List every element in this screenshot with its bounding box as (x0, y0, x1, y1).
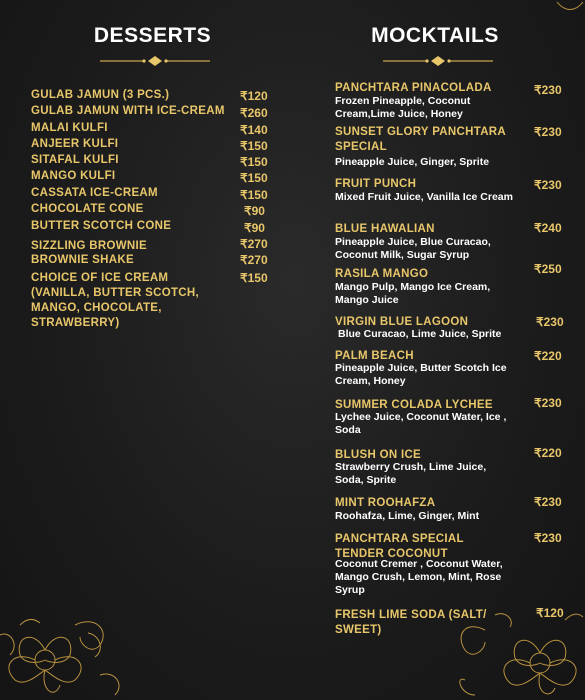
dessert-item-name: GULAB JAMUN (3 PCS.) (31, 89, 170, 101)
dessert-item-name: BUTTER SCOTCH CONE (31, 220, 172, 232)
mocktail-item-price: ₹230 (534, 83, 562, 97)
mocktail-item-price: ₹250 (534, 262, 562, 276)
mocktail-item-name: PANCHTARA SPECIAL TENDER COCONUT (335, 533, 464, 560)
mocktail-item-name: SUNSET GLORY PANCHTARA SPECIAL (335, 126, 506, 153)
mocktail-item-price: ₹230 (534, 125, 562, 139)
mocktail-item-price: ₹230 (534, 396, 562, 410)
mocktail-item-description: Coconut Cremer , Coconut Water, Mango Crush, Lemon, Mint, Rose Syrup (335, 558, 503, 596)
mocktail-item-price: ₹230 (534, 531, 562, 545)
dessert-item-name: GULAB JAMUN WITH ICE-CREAM (31, 105, 225, 117)
dessert-item-price: ₹270 (240, 237, 268, 251)
dessert-item-name: CASSATA ICE-CREAM (31, 187, 158, 199)
corner-ornament-icon (555, 0, 585, 14)
mocktail-item-description: Pineapple Juice, Blue Curacao, Coconut Milk, Sugar Syrup (335, 236, 491, 261)
mocktail-item-description: Roohafza, Lime, Ginger, Mint (335, 510, 480, 522)
dessert-item-price: ₹90 (244, 204, 265, 218)
dessert-item-price: ₹270 (240, 253, 268, 267)
dessert-item-name: SITAFAL KULFI (31, 154, 119, 166)
dessert-item-price: ₹260 (240, 106, 268, 120)
mocktail-item-description: Frozen Pineapple, Coconut Cream,Lime Juice, Honey (335, 95, 471, 120)
mocktail-item-name: PANCHTARA PINACOLADA (335, 82, 492, 94)
mocktail-item-name: BLUSH ON ICE (335, 449, 422, 461)
mocktail-item-description: Strawberry Crush, Lime Juice, Soda, Sprite (335, 461, 487, 486)
mocktail-item-description: Mixed Fruit Juice, Vanilla Ice Cream (335, 191, 513, 203)
dessert-item-price: ₹150 (240, 155, 268, 169)
mocktail-item-price: ₹230 (536, 315, 564, 329)
mocktail-item-description: Mango Pulp, Mango Ice Cream, Mango Juice (335, 281, 491, 306)
mocktail-item-price: ₹230 (534, 178, 562, 192)
mocktail-item-name: FRUIT PUNCH (335, 178, 417, 190)
mocktail-item-price: ₹220 (534, 349, 562, 363)
mocktail-item-price: ₹230 (534, 495, 562, 509)
mocktail-item-name: SUMMER COLADA LYCHEE (335, 399, 493, 411)
mocktail-item-description: Blue Curacao, Lime Juice, Sprite (338, 328, 502, 340)
dessert-item-name: MALAI KULFI (31, 122, 108, 134)
dessert-item-name: SIZZLING BROWNIE (31, 240, 147, 252)
mocktail-item-name: VIRGIN BLUE LAGOON (335, 316, 469, 328)
dessert-item-price: ₹120 (240, 89, 268, 103)
dessert-item-price: ₹150 (240, 271, 268, 285)
dessert-item-name: CHOCOLATE CONE (31, 203, 144, 215)
dessert-item-price: ₹150 (240, 188, 268, 202)
mocktail-item-description: Pineapple Juice, Ginger, Sprite (335, 156, 490, 168)
dessert-item-price: ₹140 (240, 123, 268, 137)
dessert-item-price: ₹90 (244, 221, 265, 235)
dessert-item-price: ₹150 (240, 139, 268, 153)
mocktail-item-name: MINT ROOHAFZA (335, 497, 436, 509)
mocktail-item-name: PALM BEACH (335, 350, 414, 362)
dessert-item-name: BROWNIE SHAKE (31, 254, 134, 266)
mocktail-item-price: ₹220 (534, 446, 562, 460)
mocktail-item-description: Pineapple Juice, Butter Scotch Ice Cream, Honey (335, 362, 507, 387)
mocktail-item-price: ₹120 (536, 606, 564, 620)
mocktail-item-price: ₹240 (534, 221, 562, 235)
dessert-item-name: CHOICE OF ICE CREAM (VANILLA, BUTTER SCOTCH, MANGO, CHOCOLATE, STRAWBERRY) (31, 272, 199, 329)
floral-ornament-right-icon (455, 605, 585, 700)
dessert-item-name: MANGO KULFI (31, 170, 116, 182)
floral-ornament-left-icon (0, 605, 130, 700)
dessert-item-price: ₹150 (240, 171, 268, 185)
mocktail-item-name: FRESH LIME SODA (SALT/ SWEET) (335, 609, 487, 636)
mocktails-divider-ornament (383, 55, 493, 67)
mocktail-item-description: Lychee Juice, Coconut Water, Ice , Soda (335, 411, 507, 436)
mocktail-item-name: BLUE HAWALIAN (335, 223, 435, 235)
desserts-heading: DESSERTS (93, 24, 212, 47)
mocktail-item-name: RASILA MANGO (335, 268, 429, 280)
desserts-divider-ornament (100, 55, 210, 67)
mocktails-heading: MOCKTAILS (371, 24, 499, 47)
dessert-item-name: ANJEER KULFI (31, 138, 119, 150)
